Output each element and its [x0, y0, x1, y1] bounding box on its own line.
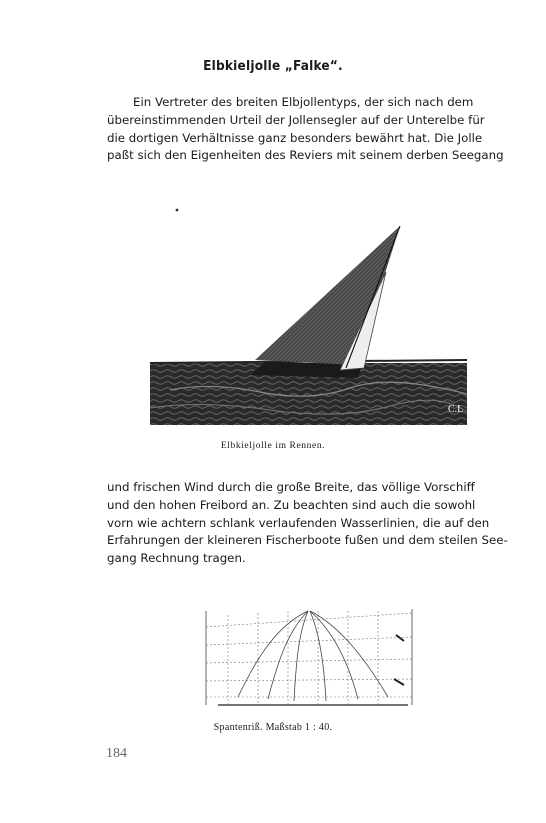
- text-line: übereinstimmenden Urteil der Jollensegler auf der Unterelbe für: [107, 112, 485, 127]
- plan-caption: Spantenriß. Maßstab 1 : 40.: [213, 722, 333, 733]
- paragraph-intro: [107, 94, 504, 165]
- photo-signature: C.L: [448, 404, 464, 415]
- article-title: Elbkieljolle „Falke“.: [203, 58, 343, 74]
- sailing-dinghy-photo: [150, 200, 467, 425]
- text-line: und den hohen Freibord an. Zu beachten sind auch die sowohl: [107, 497, 476, 512]
- text-line: die dortigen Verhältnisse ganz besonders bewährt hat. Die Jolle: [107, 130, 483, 145]
- frame-lines-drawing: [198, 605, 420, 710]
- page-number: 184: [106, 746, 127, 761]
- text-line: und frischen Wind durch die große Breite, das völlige Vorschiff: [107, 480, 475, 494]
- text-line: Ein Vertreter des breiten Elbjollentyps, der sich nach dem: [133, 95, 474, 109]
- photo-caption: Elbkieljolle im Rennen.: [220, 441, 326, 451]
- text-line: paßt sich den Eigenheiten des Reviers mit seinem derben Seegang: [107, 148, 504, 163]
- text-line: vorn wie achtern schlank verlaufenden Wasserlinien, die auf den: [107, 515, 490, 530]
- text-line: gang Rechnung tragen.: [107, 551, 246, 566]
- text-line: Erfahrungen der kleineren Fischerboote fußen und dem steilen See-: [107, 533, 508, 548]
- paragraph-continuation: [107, 479, 508, 568]
